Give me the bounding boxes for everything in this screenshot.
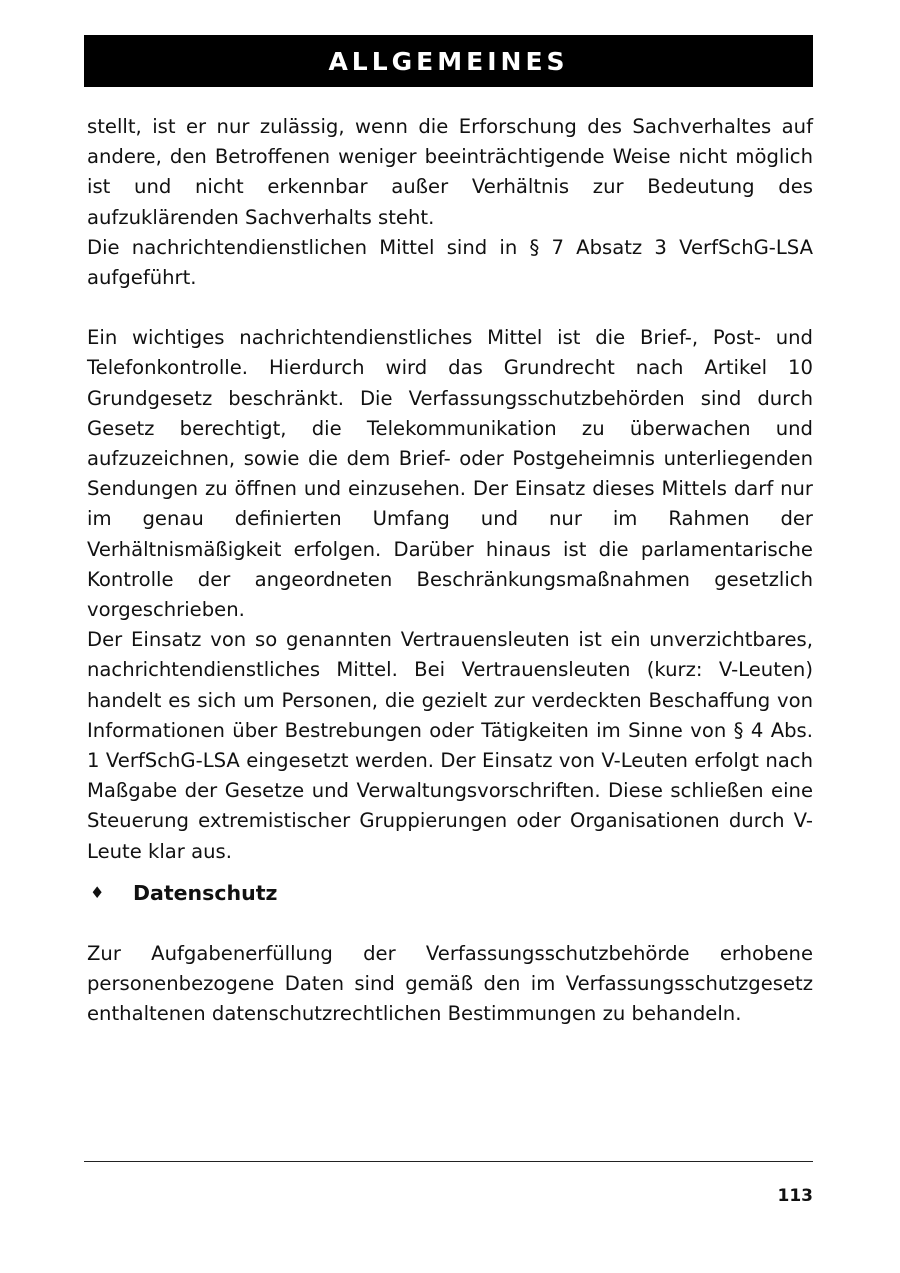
diamond-bullet-icon: ♦ [90, 882, 105, 902]
section-header-title: ALLGEMEINES [328, 46, 569, 76]
paragraph: Zur Aufgabenerfüllung der Verfassungsschutzbehörde erhobene personenbezogene Daten sind gemäß den im Verfassungsschutzgesetz enthaltenen datenschutzrechtlichen Bestimmungen zu behandeln. [87, 941, 813, 1026]
paragraph: Ein wichtiges nachrichtendienstliches Mittel ist die Brief-, Post- und Telefonkontrolle. Hierdurch wird das Grundrecht nach Artikel 10 Grundgesetz beschränkt. Die Verfassungsschutzbehörden sind durch Gesetz berechtigt, die Telekommunikation zu überwachen und aufzuzeichnen, sowie die dem Brief- oder Postgeheimnis unterliegenden Sendungen zu öffnen und einzusehen. Der Einsatz dieses Mittels darf nur im genau definierten Umfang und nur im Rahmen der Verhältnismäßigkeit erfolgen. Darüber hinaus ist die parlamentarische Kontrolle der angeordneten Beschränkungsmaßnahmen gesetzlich vorgeschrieben. [87, 326, 813, 622]
page-number: 113 [777, 1186, 813, 1206]
footer-divider [84, 1161, 813, 1162]
section-heading [87, 873, 813, 913]
section-heading-text: Datenschutz [133, 880, 278, 905]
paragraph-gap [87, 293, 813, 323]
page-content [87, 112, 813, 1029]
section-header-bar [84, 35, 813, 87]
paragraph: Der Einsatz von so genannten Vertrauensleuten ist ein unverzichtbares, nachrichtendienstliches Mittel. Bei Vertrauensleuten (kurz: V-Leuten) handelt es sich um Personen, die gezielt zur verdeckten Beschaffung von Informationen über Bestrebungen oder Tätigkeiten im Sinne von § 4 Abs. 1 VerfSchG-LSA eingesetzt werden. Der Einsatz von V-Leuten erfolgt nach Maßgabe der Gesetze und Verwaltungsvorschriften. Diese schließen eine Steuerung extremistischer Gruppierungen oder Organisationen durch V-Leute klar aus. [87, 628, 813, 863]
paragraph: stellt, ist er nur zulässig, wenn die Erforschung des Sachverhaltes auf andere, den Betroffenen weniger beeinträchtigende Weise nicht möglich ist und nicht erkennbar außer Verhältnis zur Bedeutung des aufzuklärenden Sachverhalts steht. [87, 115, 813, 229]
paragraph: Die nachrichtendienstlichen Mittel sind in § 7 Absatz 3 VerfSchG-LSA aufgeführt. [87, 235, 813, 290]
